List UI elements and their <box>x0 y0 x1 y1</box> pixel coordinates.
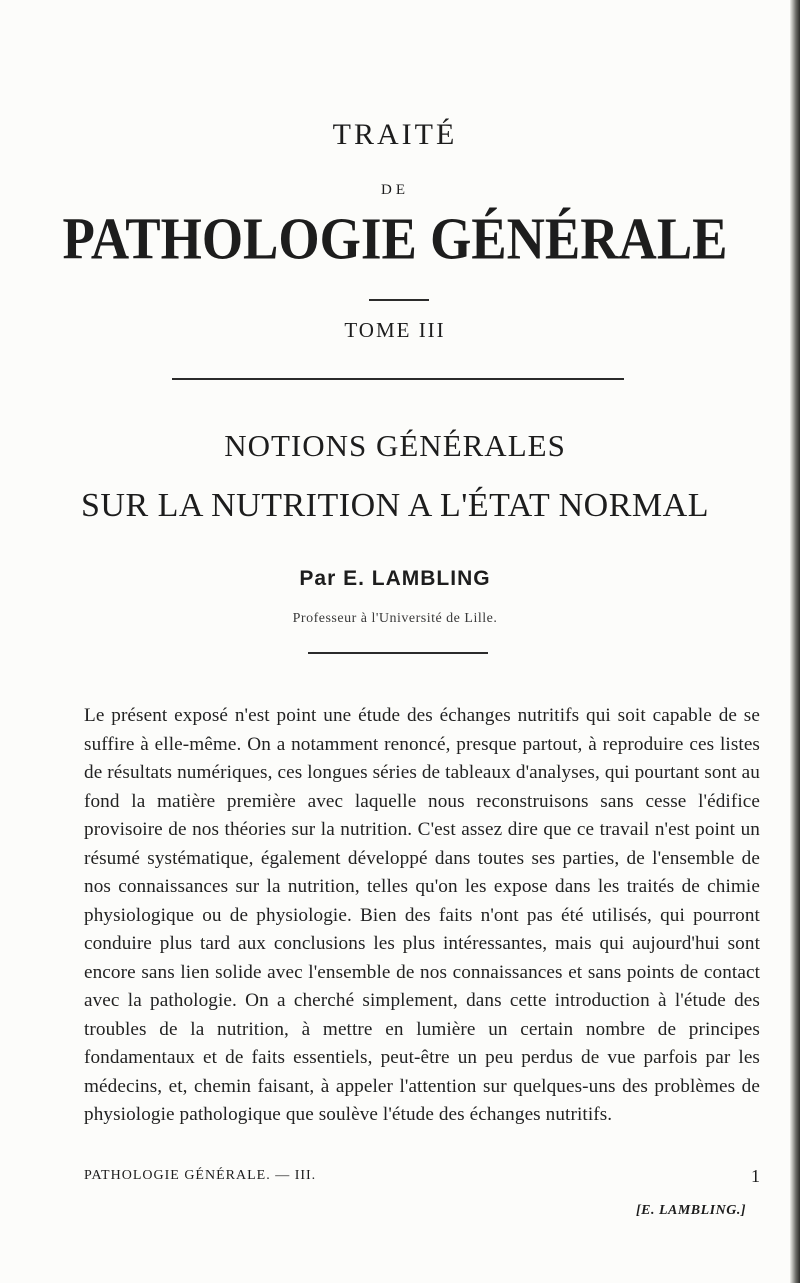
separator-rule <box>308 652 488 654</box>
treatise-heading: TRAITÉ <box>332 118 458 151</box>
sheet-number: 1 <box>751 1166 760 1186</box>
page-footer <box>84 1168 760 1192</box>
book-title: PATHOLOGIE GÉNÉRALE <box>62 207 728 273</box>
section-title-line2: SUR LA NUTRITION A L'ÉTAT NORMAL <box>81 487 709 524</box>
preposition-line: DE <box>381 182 409 198</box>
author-byline: Par E. LAMBLING <box>299 567 491 590</box>
author-position: Professeur à l'Université de Lille. <box>292 611 498 626</box>
short-rule <box>369 299 429 301</box>
intro-paragraph: Le présent exposé n'est point une étude des échanges nutritifs qui soit capable de se suffire à elle-même. On a notamment renoncé, presque partout, à reproduire ces listes de résultats numériques, ces longues séries de tableaux d'analyses, qui pourtant sont au fond la matière première avec laquelle nous reconstruisons sans cesse l'édifice provisoire de nos théories sur la nutrition. C'est assez dire que ce travail n'est point un résumé systématique, également développé dans toutes ses parties, de l'ensemble de nos connaissances sur la nutrition, telles qu'on les expose dans les traités de chimie physiologique ou de physiologie. Bien des faits n'ont pas été utilisés, qui pourront conduire plus tard aux conclusions les plus intéressantes, mais qui aujourd'hui sont encore sans lien solide avec l'ensemble de nos connaissances et sans points de contact avec la pathologie. On a cherché simplement, dans cette introduction à l'étude des troubles de la nutrition, à mettre en lumière un certain nombre de principes fondamentaux et de faits essentiels, peut-être un peu perdus de vue parfois par les médecins, et, chemin faisant, à appeler l'attention sur quelques-uns des problèmes de physiologie pathologique que soulève l'étude des échanges nutritifs. <box>84 705 760 1125</box>
printer-signature: [E. LAMBLING.] <box>635 1203 746 1218</box>
volume-number: TOME III <box>344 318 446 342</box>
page-edge-shadow <box>790 0 800 1283</box>
running-title: PATHOLOGIE GÉNÉRALE. — III. <box>84 1168 317 1183</box>
long-rule <box>172 378 624 380</box>
section-title-line1: NOTIONS GÉNÉRALES <box>224 428 566 463</box>
